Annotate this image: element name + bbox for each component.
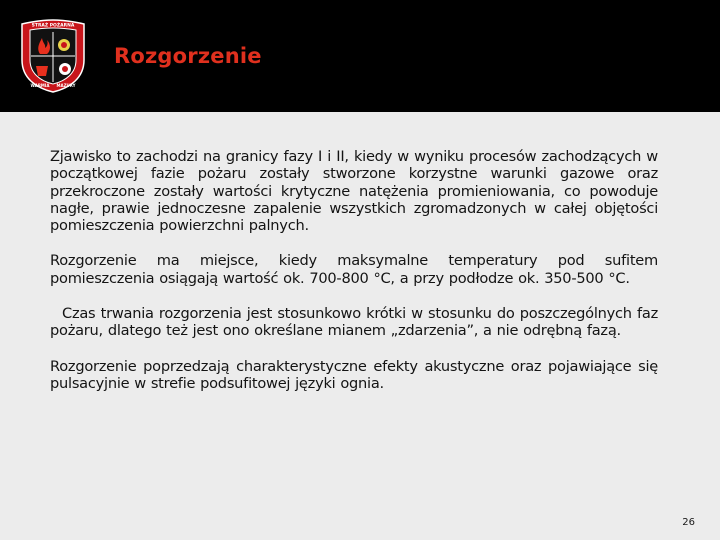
slide-body xyxy=(50,148,658,410)
svg-text:MAZURY: MAZURY xyxy=(56,83,76,88)
slide-header xyxy=(0,0,720,112)
paragraph-effects: Rozgorzenie poprzedzają charakterystyczne efekty akustyczne oraz pojawiające się pulsacyjnie w strefie podsufitowej języki ognia. xyxy=(50,357,658,392)
paragraph-duration: Czas trwania rozgorzenia jest stosunkowo krótki w stosunku do poszczególnych faz pożaru, dlatego też jest ono określane mianem „zdarzenia”, a nie odrębną fazą. xyxy=(50,305,658,340)
slide-title: Rozgorzenie xyxy=(114,44,262,68)
svg-text:STRAŻ POŻARNA: STRAŻ POŻARNA xyxy=(31,23,75,29)
fire-brigade-emblem-icon xyxy=(18,18,88,94)
svg-text:WARMIA: WARMIA xyxy=(30,83,50,88)
paragraph-definition: Zjawisko to zachodzi na granicy fazy I i II, kiedy w wyniku procesów zachodzących w początkowej fazie pożaru zostały stworzone korzystne warunki gazowe oraz przekroczone zostały wartości krytyczne natężenia promieniowania, co powoduje nagłe, prawie jednoczesne zapalenie wszystkich zgromadzonych w całej objętości pomieszczenia powierzchni palnych. xyxy=(50,148,658,235)
page-number: 26 xyxy=(682,517,695,528)
paragraph-temperatures: Rozgorzenie ma miejsce, kiedy maksymalne temperatury pod sufitem pomieszczenia osiągają wartość ok. 700-800 °C, a przy podłodze ok. 350-500 °C. xyxy=(50,252,658,287)
